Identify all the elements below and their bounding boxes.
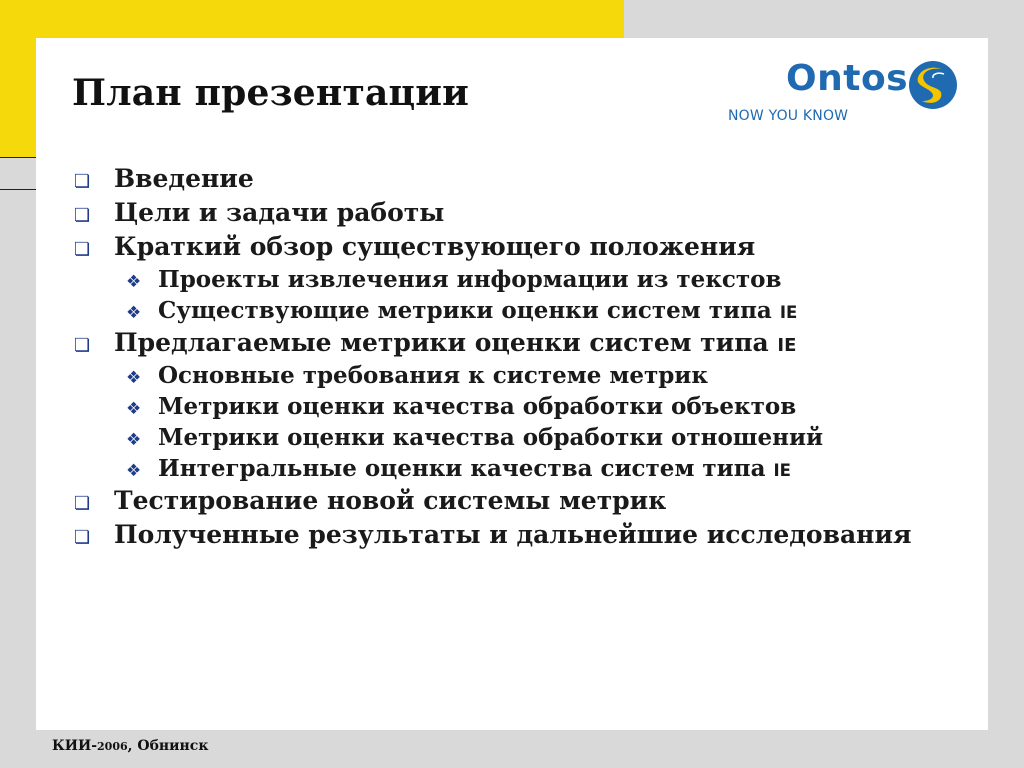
divider-line [0, 189, 36, 190]
hollow-square-icon: ❏ [74, 527, 91, 548]
outline-item-text: Полученные результаты и дальнейшие исследования [114, 520, 912, 549]
logo-tagline: NOW YOU KNOW [728, 108, 849, 124]
outline-item-text: Краткий обзор существующего положения [114, 232, 756, 261]
outline-item-suffix: IE [779, 303, 798, 322]
diamond-dots-icon: ❖ [126, 399, 142, 419]
outline-subitem [74, 391, 954, 422]
left-gray-strip [0, 158, 36, 738]
diamond-dots-icon: ❖ [126, 430, 142, 450]
outline-item-text: Цели и задачи работы [114, 198, 445, 227]
hollow-square-icon: ❏ [74, 239, 91, 260]
logo-wordmark: Ontos [786, 58, 909, 99]
diamond-dots-icon: ❖ [126, 368, 142, 388]
ontos-logo [726, 58, 976, 130]
outline-item-text: Предлагаемые метрики оценки систем типа [114, 328, 778, 357]
outline-item [74, 162, 954, 196]
divider-line [0, 157, 36, 158]
outline-item-suffix: IE [777, 335, 797, 356]
outline-item-text: Метрики оценки качества обработки объектов [158, 393, 797, 420]
footer-year: 2006 [97, 740, 128, 753]
outline-item [74, 518, 954, 552]
outline-item-suffix: IE [773, 461, 791, 480]
ontos-s-icon [908, 60, 958, 110]
agenda-outline [74, 162, 954, 552]
top-gray-band [624, 0, 1024, 38]
diamond-dots-icon: ❖ [126, 461, 142, 481]
footer-conf: КИИ- [52, 738, 98, 754]
outline-subitem [74, 422, 954, 453]
outline-item [74, 326, 954, 360]
footer [52, 738, 208, 754]
hollow-square-icon: ❏ [74, 171, 91, 192]
outline-item [74, 484, 954, 518]
outline-item-text: Интегральные оценки качества систем типа [158, 455, 774, 482]
outline-subitem [74, 453, 954, 484]
outline-item [74, 230, 954, 264]
hollow-square-icon: ❏ [74, 335, 91, 356]
outline-item-text: Существующие метрики оценки систем типа [158, 297, 780, 324]
outline-subitem [74, 295, 954, 326]
outline-subitem [74, 264, 954, 295]
outline-item-text: Проекты извлечения информации из текстов [158, 266, 782, 293]
outline-item-text: Метрики оценки качества обработки отношений [158, 424, 824, 451]
slide-title: План презентации [72, 72, 470, 114]
outline-subitem [74, 360, 954, 391]
outline-item [74, 196, 954, 230]
footer-city: , Обнинск [127, 738, 209, 754]
diamond-dots-icon: ❖ [126, 303, 142, 323]
outline-item-text: Введение [114, 164, 254, 193]
outline-item-text: Тестирование новой системы метрик [114, 486, 667, 515]
hollow-square-icon: ❏ [74, 205, 91, 226]
outline-item-text: Основные требования к системе метрик [158, 362, 708, 389]
diamond-dots-icon: ❖ [126, 272, 142, 292]
hollow-square-icon: ❏ [74, 493, 91, 514]
